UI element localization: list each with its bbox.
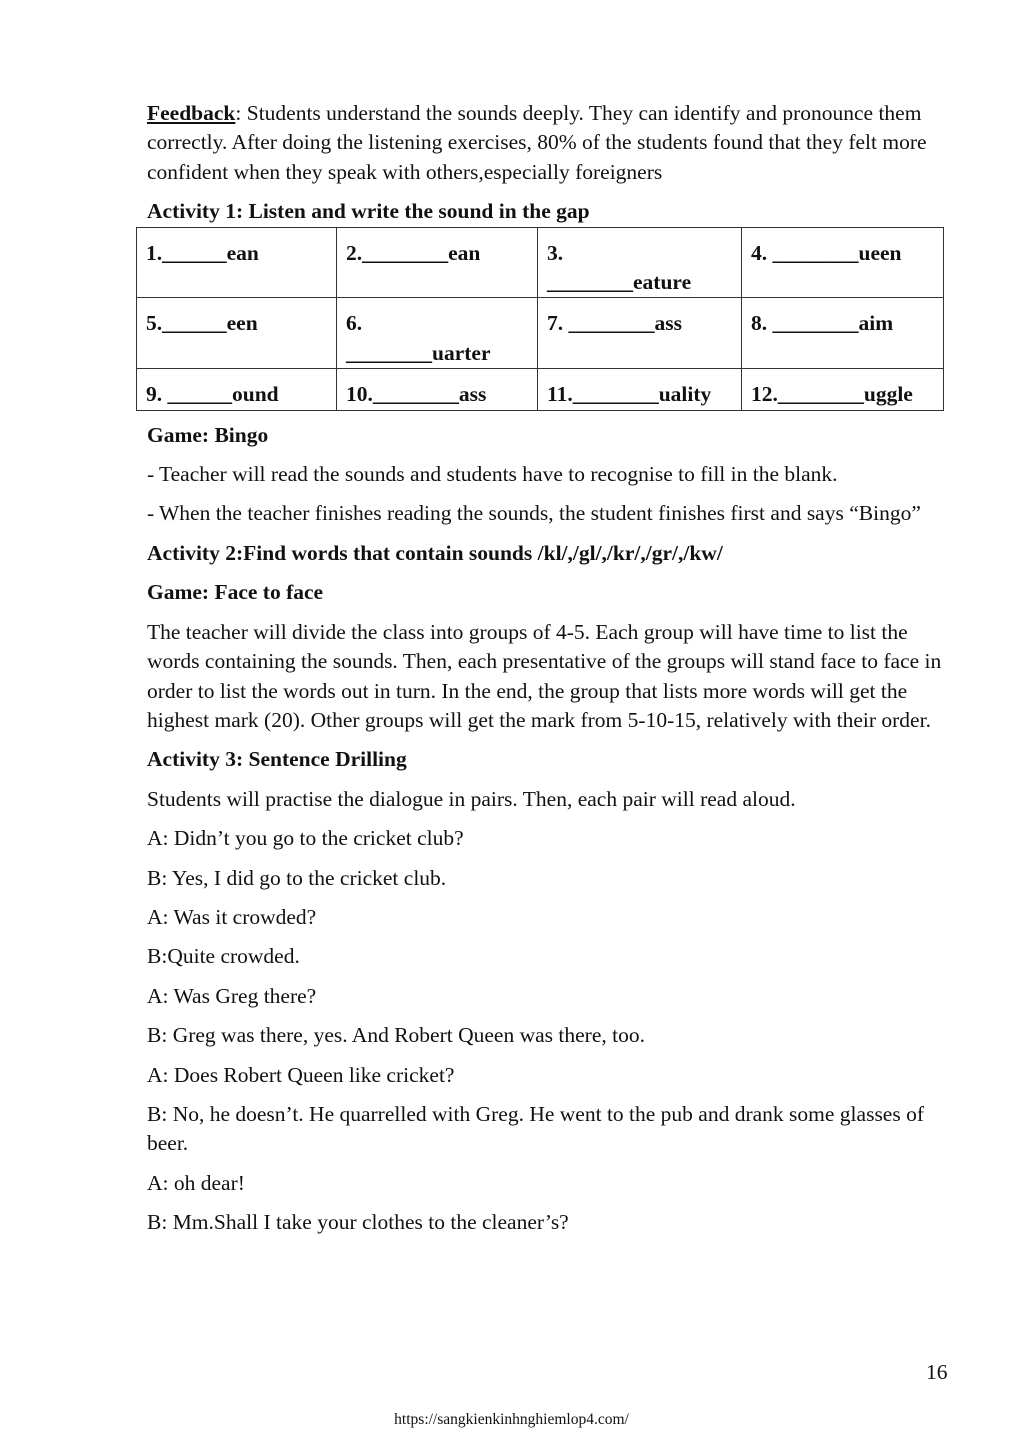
footer-url[interactable]: https://sangkienkinhnghiemlop4.com/ <box>394 1411 629 1428</box>
dialogue-line: B: Mm.Shall I take your clothes to the cleaner’s? <box>147 1210 569 1235</box>
gap-cell: 5.______een <box>137 298 337 369</box>
gap-cell: 2.________ean <box>337 227 538 298</box>
bingo-bullet <box>147 460 947 489</box>
dialogue-line: B: Greg was there, yes. And Robert Queen was there, too. <box>147 1023 645 1048</box>
gap-cell: 6. ________uarter <box>337 298 538 369</box>
page-number: 16 <box>926 1360 948 1384</box>
gap-cell: 8. ________aim <box>742 298 944 369</box>
gap-cell: 12.________uggle <box>742 369 944 410</box>
gap-cell: 9. ______ound <box>137 369 337 410</box>
dialogue-line: A: Was it crowded? <box>147 904 317 929</box>
dialogue-line: B: Yes, I did go to the cricket club. <box>147 865 447 890</box>
dialogue-line: A: oh dear! <box>147 1170 245 1195</box>
gap-fill-table <box>136 227 944 411</box>
dialogue-line: B: No, he doesn’t. He quarrelled with Greg. He went to the pub and drank some glasses of beer. <box>147 1101 925 1156</box>
gap-cell: 11.________uality <box>538 369 742 410</box>
gap-cell: 3. ________eature <box>538 227 742 298</box>
dialogue-line: B:Quite crowded. <box>147 944 300 969</box>
dialogue-line: A: Does Robert Queen like cricket? <box>147 1062 455 1087</box>
bullet-text: When the teacher finishes reading the sounds, the student finishes first and says “Bingo” <box>159 501 921 526</box>
gap-cell: 1.______ean <box>137 227 337 298</box>
activity2-heading: Activity 2:Find words that contain sounds /kl/,/gl/,/kr/,/gr/,/kw/ <box>147 540 723 565</box>
face-to-face-heading: Game: Face to face <box>147 580 324 605</box>
feedback-label: Feedback <box>147 101 236 125</box>
bingo-bullet <box>147 499 947 528</box>
bullet-text: Teacher will read the sounds and students have to recognise to fill in the blank. <box>159 462 838 487</box>
dash-marker: - <box>147 501 155 526</box>
gap-cell: 10.________ass <box>337 369 538 410</box>
activity3-intro: Students will practise the dialogue in pairs. Then, each pair will read aloud. <box>147 786 796 811</box>
activity1-heading: Activity 1: Listen and write the sound in the gap <box>147 199 590 224</box>
table-row <box>137 227 944 298</box>
activity3-heading: Activity 3: Sentence Drilling <box>147 747 407 772</box>
bingo-heading: Game: Bingo <box>147 422 269 447</box>
dialogue-line: A: Didn’t you go to the cricket club? <box>147 826 464 851</box>
feedback-text: : Students understand the sounds deeply. They can identify and pronounce them correctly. After doing the listening exercises, 80% of the students found that they felt more confident when they speak with others,especially foreigners <box>147 101 927 184</box>
dash-marker: - <box>147 462 155 487</box>
table-row <box>137 298 944 369</box>
gap-cell: 7. ________ass <box>538 298 742 369</box>
face-to-face-text: The teacher will divide the class into groups of 4-5. Each group will have time to list the words containing the sounds. Then, each presentative of the groups will stand face to face in order to list the words out in turn. In the end, the group that lists more words will get the highest mark (20). Other groups will get the mark from 5-10-15, relatively with their order. <box>147 619 942 732</box>
gap-cell: 4. ________ueen <box>742 227 944 298</box>
feedback-paragraph <box>147 99 947 187</box>
table-row <box>137 369 944 410</box>
document-body <box>147 99 947 1238</box>
dialogue-line: A: Was Greg there? <box>147 983 317 1008</box>
